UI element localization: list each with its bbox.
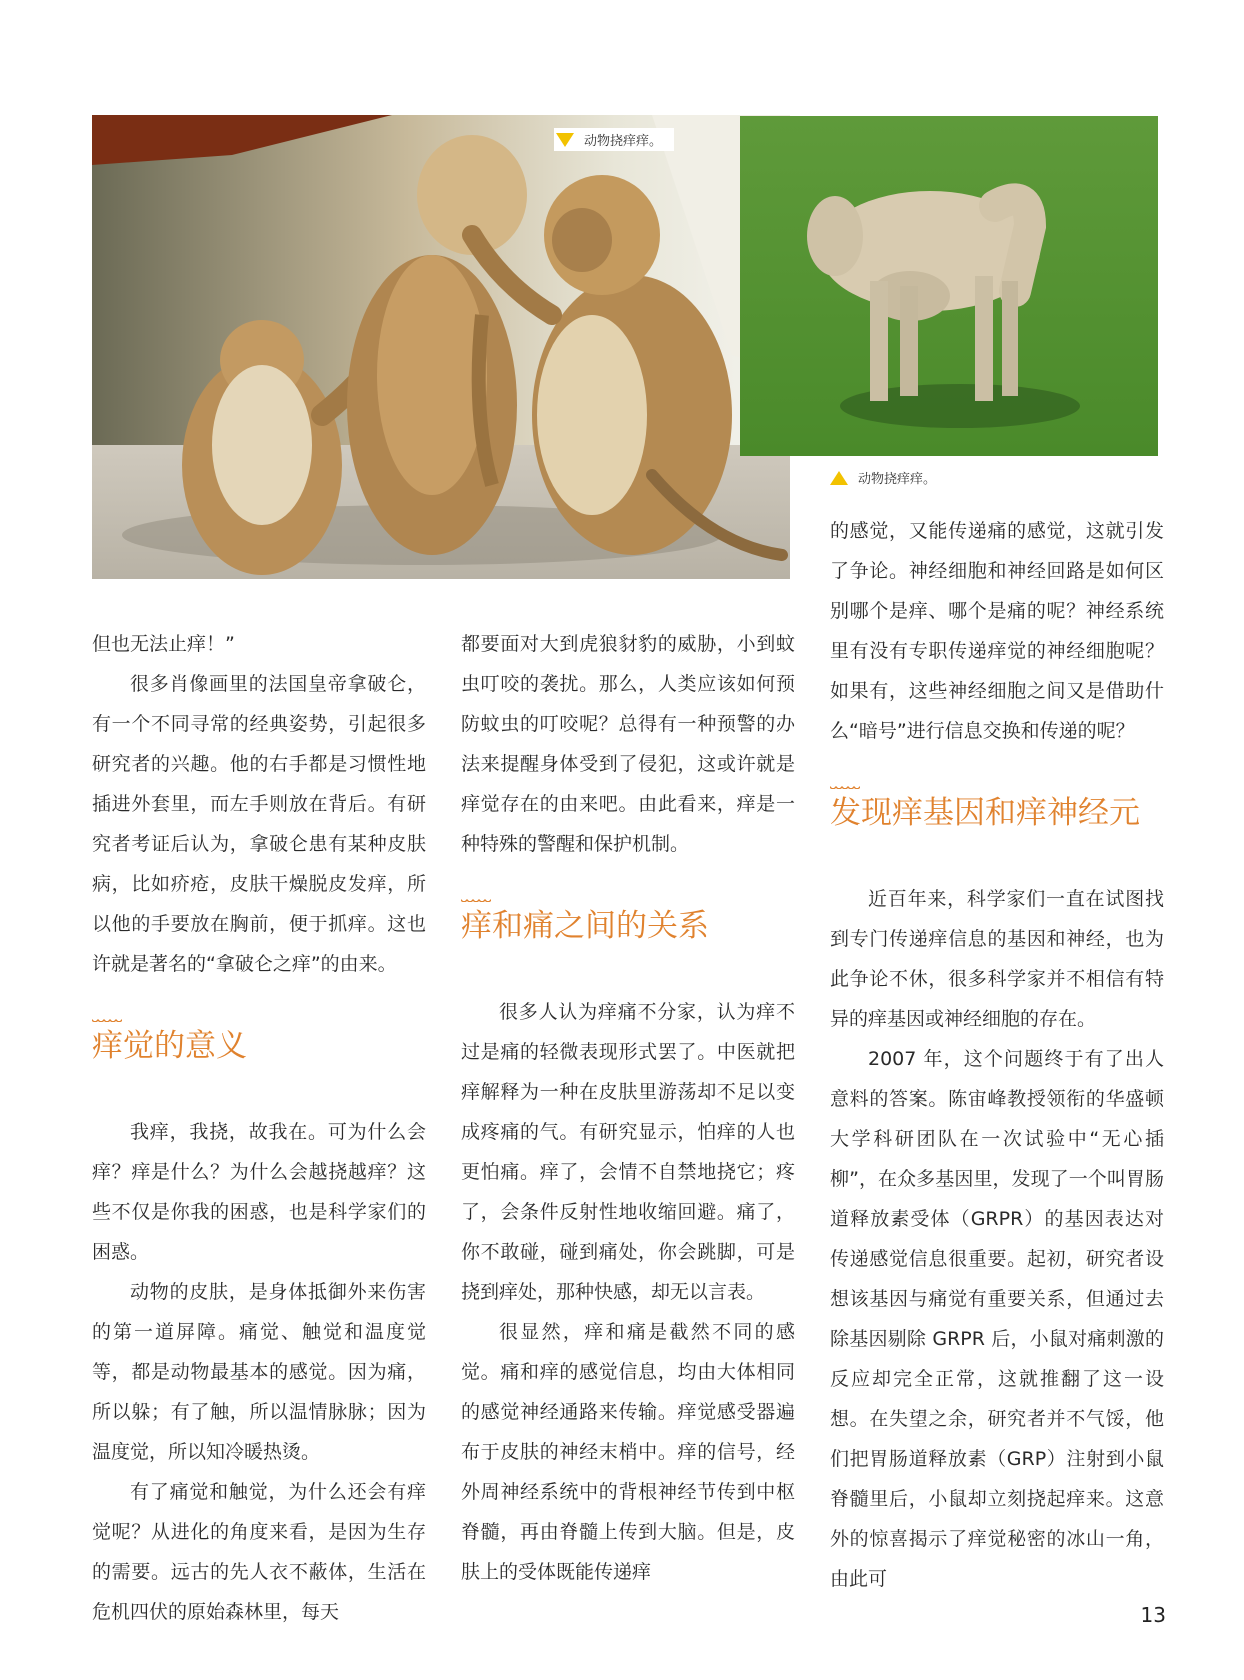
alpaca-caption [830,468,936,487]
paragraph: 很多肖像画里的法国皇帝拿破仑，有一个不同寻常的经典姿势，引起很多研究者的兴趣。他的右手都是习惯性地插进外套里，而左手则放在背后。有研究者考证后认为，拿破仑患有某种皮肤病，比如疥疮，皮肤干燥脱皮发痒，所以他的手要放在胸前，便于抓痒。这也许就是著名的“拿破仑之痒”的由来。 [92,673,426,975]
caption-text: 动物挠痒痒。 [584,134,663,149]
caption-triangle-icon [830,471,848,485]
section-heading: 发现痒基因和痒神经元 [830,793,1164,833]
page-number: 13 [1140,1603,1166,1627]
caption-text: 动物挠痒痒。 [858,472,937,487]
paragraph: 但也无法止痒！” [92,633,235,655]
caption-triangle-icon [556,133,574,147]
paragraph: 动物的皮肤，是身体抵御外来伤害的第一道屏障。痛觉、触觉和温度觉等，都是动物最基本的感觉。因为痛，所以躲；有了触，所以温情脉脉；因为温度觉，所以知冷暖热烫。 [92,1281,426,1463]
section-heading: 痒觉的意义 [92,1026,426,1066]
column-left [92,624,426,1632]
section-heading: 痒和痛之间的关系 [461,906,795,946]
paragraph: 很多人认为痒痛不分家，认为痒不过是痛的轻微表现形式罢了。中医就把痒解释为一种在皮肤里游荡却不足以变成疼痛的气。有研究显示，怕痒的人也更怕痛。痒了，会情不自禁地挠它；疼了，会条件反射性地收缩回避。痛了，你不敢碰，碰到痛处，你会跳脚，可是挠到痒处，那种快感，却无以言表。 [461,1001,795,1303]
monkeys-caption [554,128,674,151]
monkeys-photo [92,115,790,579]
column-middle [461,624,795,1592]
column-right [830,511,1164,1599]
paragraph: 近百年来，科学家们一直在试图找到专门传递痒信息的基因和神经，也为此争论不休，很多科学家并不相信有特异的痒基因或神经细胞的存在。 [830,888,1164,1030]
paragraph: 2007 年，这个问题终于有了出人意料的答案。陈宙峰教授领衔的华盛顿大学科研团队在一次试验中“无心插柳”，在众多基因里，发现了一个叫胃肠道释放素受体（GRPR）的基因表达对传递感觉信息很重要。起初，研究者设想该基因与痛觉有重要关系，但通过去除基因剔除 GRPR 后，小鼠对痛刺激的反应却完全正常，这就推翻了这一设想。在失望之余，研究者并不气馁，他们把胃肠道释放素（GRP）注射到小鼠脊髓里后，小鼠却立刻挠起痒来。这意外的惊喜揭示了痒觉秘密的冰山一角，由此可 [830,1048,1164,1590]
paragraph: 很显然，痒和痛是截然不同的感觉。痛和痒的感觉信息，均由大体相同的感觉神经通路来传输。痒觉感受器遍布于皮肤的神经末梢中。痒的信号，经外周神经系统中的背根神经节传到中枢脊髓，再由脊髓上传到大脑。但是，皮肤上的受体既能传递痒 [461,1321,795,1583]
alpaca-photo [740,116,1158,456]
paragraph: 有了痛觉和触觉，为什么还会有痒觉呢？从进化的角度来看，是因为生存的需要。远古的先人衣不蔽体，生活在危机四伏的原始森林里，每天 [92,1481,426,1623]
paragraph: 我痒，我挠，故我在。可为什么会痒？痒是什么？为什么会越挠越痒？这些不仅是你我的困惑，也是科学家们的困惑。 [92,1121,426,1263]
paragraph: 都要面对大到虎狼豺豹的威胁，小到蚊虫叮咬的袭扰。那么，人类应该如何预防蚊虫的叮咬呢？总得有一种预警的办法来提醒身体受到了侵犯，这或许就是痒觉存在的由来吧。由此看来，痒是一种特殊的警醒和保护机制。 [461,633,795,855]
paragraph: 的感觉，又能传递痛的感觉，这就引发了争论。神经细胞和神经回路是如何区别哪个是痒、哪个是痛的呢？神经系统里有没有专职传递痒觉的神经细胞呢？如果有，这些神经细胞之间又是借助什么“暗号”进行信息交换和传递的呢？ [830,520,1164,742]
